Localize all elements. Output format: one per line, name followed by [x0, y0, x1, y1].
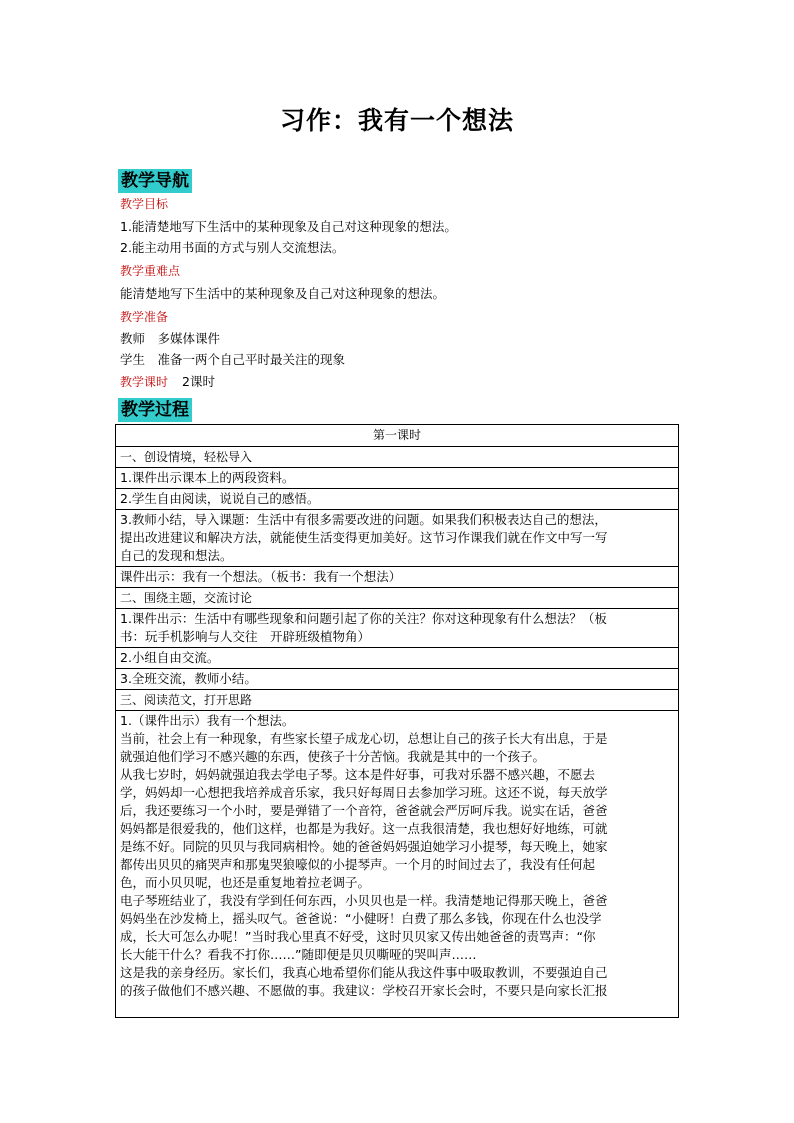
row-line: 学，妈妈却一心想把我培养成音乐家，我只好每周日去参加学习班。这还不说，每天放学 — [120, 785, 608, 800]
process-rows — [116, 447, 678, 1001]
row-line: 2.小组自由交流。 — [120, 650, 220, 665]
row-line: 妈妈都是很爱我的，他们这样，也都是为我好。这一点我很清楚，我也想好好地练，可就 — [120, 821, 608, 836]
section-heading-row — [116, 447, 678, 468]
row-line: 一、创设情境，轻松导入 — [120, 450, 253, 464]
goal-1: 1.能清楚地写下生活中的某种现象及自己对这种现象的想法。 — [120, 219, 457, 234]
row-line: 自己的发现和想法。 — [120, 548, 233, 563]
table-row — [116, 648, 678, 669]
key-label: 教学重难点 — [120, 264, 181, 278]
row-line: 三、阅读范文，打开思路 — [120, 693, 253, 707]
table-row — [116, 567, 678, 588]
key-text: 能清楚地写下生活中的某种现象及自己对这种现象的想法。 — [120, 286, 446, 301]
row-line: 电子琴班结业了，我没有学到任何东西，小贝贝也是一样。我清楚地记得那天晚上，爸爸 — [120, 893, 608, 908]
row-line: 色，而小贝贝呢，也还是重复地着拉老调子。 — [120, 875, 371, 890]
row-line: 就强迫他们学习不感兴趣的东西，使孩子十分苦恼。我就是其中的一个孩子。 — [120, 749, 546, 764]
table-row — [116, 510, 678, 567]
table-row — [116, 669, 678, 690]
row-line: 二、围绕主题，交流讨论 — [120, 591, 253, 605]
row-line: 这是我的亲身经历。家长们，我真心地希望你们能从我这件事中吸取教训，不要强迫自己 — [120, 965, 608, 980]
row-line: 1.（课件出示）我有一个想法。 — [120, 713, 295, 728]
row-line: 从我七岁时，妈妈就强迫我去学电子琴。这本是件好事，可我对乐器不感兴趣，不愿去 — [120, 767, 596, 782]
row-line: 后，我还要练习一个小时，要是弹错了一个音符，爸爸就会严厉呵斥我。说实在话，爸爸 — [120, 803, 608, 818]
guide-heading: 教学导航 — [118, 169, 192, 193]
row-line: 3.教师小结，导入课题：生活中有很多需要改进的问题。如果我们积极表达自己的想法， — [120, 512, 607, 527]
row-line: 是练不好。同院的贝贝与我同病相怜。她的爸爸妈妈强迫她学习小提琴，每天晚上，她家 — [120, 839, 608, 854]
row-line: 3.全班交流，教师小结。 — [120, 671, 257, 686]
table-row — [116, 468, 678, 489]
table-row — [116, 711, 678, 1001]
page-title: 习作：我有一个想法 — [279, 106, 514, 135]
process-heading: 教学过程 — [118, 398, 192, 422]
goal-2: 2.能主动用书面的方式与别人交流想法。 — [120, 240, 345, 255]
row-line: 课件出示：我有一个想法。（板书：我有一个想法） — [120, 569, 402, 584]
row-line: 都传出贝贝的痛哭声和那鬼哭狼嚎似的小提琴声。一个月的时间过去了，我没有任何起 — [120, 857, 596, 872]
row-line: 1.课件出示：生活中有哪些现象和问题引起了你的关注？你对这种现象有什么想法？（板 — [120, 611, 607, 626]
section-heading-row — [116, 690, 678, 711]
table-row — [116, 489, 678, 510]
row-line: 2.学生自由阅读，说说自己的感悟。 — [120, 491, 320, 506]
hours-value: 2课时 — [182, 374, 215, 389]
row-line: 的孩子做他们不感兴趣、不愿做的事。我建议：学校召开家长会时，不要只是向家长汇报 — [120, 983, 608, 998]
table-row — [116, 609, 678, 648]
row-line: 提出改进建议和解决方法，就能使生活变得更加美好。这节习作课我们就在作文中写一写 — [120, 530, 608, 545]
row-line: 长大能干什么？看我不打你……”随即便是贝贝嘶哑的哭叫声…… — [120, 947, 477, 962]
row-line: 1.课件出示课本上的两段资料。 — [120, 470, 295, 485]
session-header: 第一课时 — [116, 425, 678, 447]
hours-label: 教学课时 — [120, 375, 169, 389]
row-line: 妈妈坐在沙发椅上，摇头叹气。爸爸说：“小健呀！白费了那么多钱，你现在什么也没学 — [120, 911, 602, 926]
process-table — [115, 424, 679, 1018]
hours-row — [120, 373, 215, 391]
row-line: 书：玩手机影响与人交往 开辟班级植物角） — [120, 629, 371, 644]
prep-label: 教学准备 — [120, 310, 169, 324]
goals-label: 教学目标 — [120, 197, 169, 211]
prep-teacher: 教师 多媒体课件 — [120, 331, 221, 346]
row-line: 成，长大可怎么办呢！”当时我心里真不好受，这时贝贝家又传出她爸爸的责骂声：“你 — [120, 929, 596, 944]
section-heading-row — [116, 588, 678, 609]
prep-student: 学生 准备一两个自己平时最关注的现象 — [120, 352, 346, 367]
row-line: 当前，社会上有一种现象，有些家长望子成龙心切，总想让自己的孩子长大有出息，于是 — [120, 731, 608, 746]
